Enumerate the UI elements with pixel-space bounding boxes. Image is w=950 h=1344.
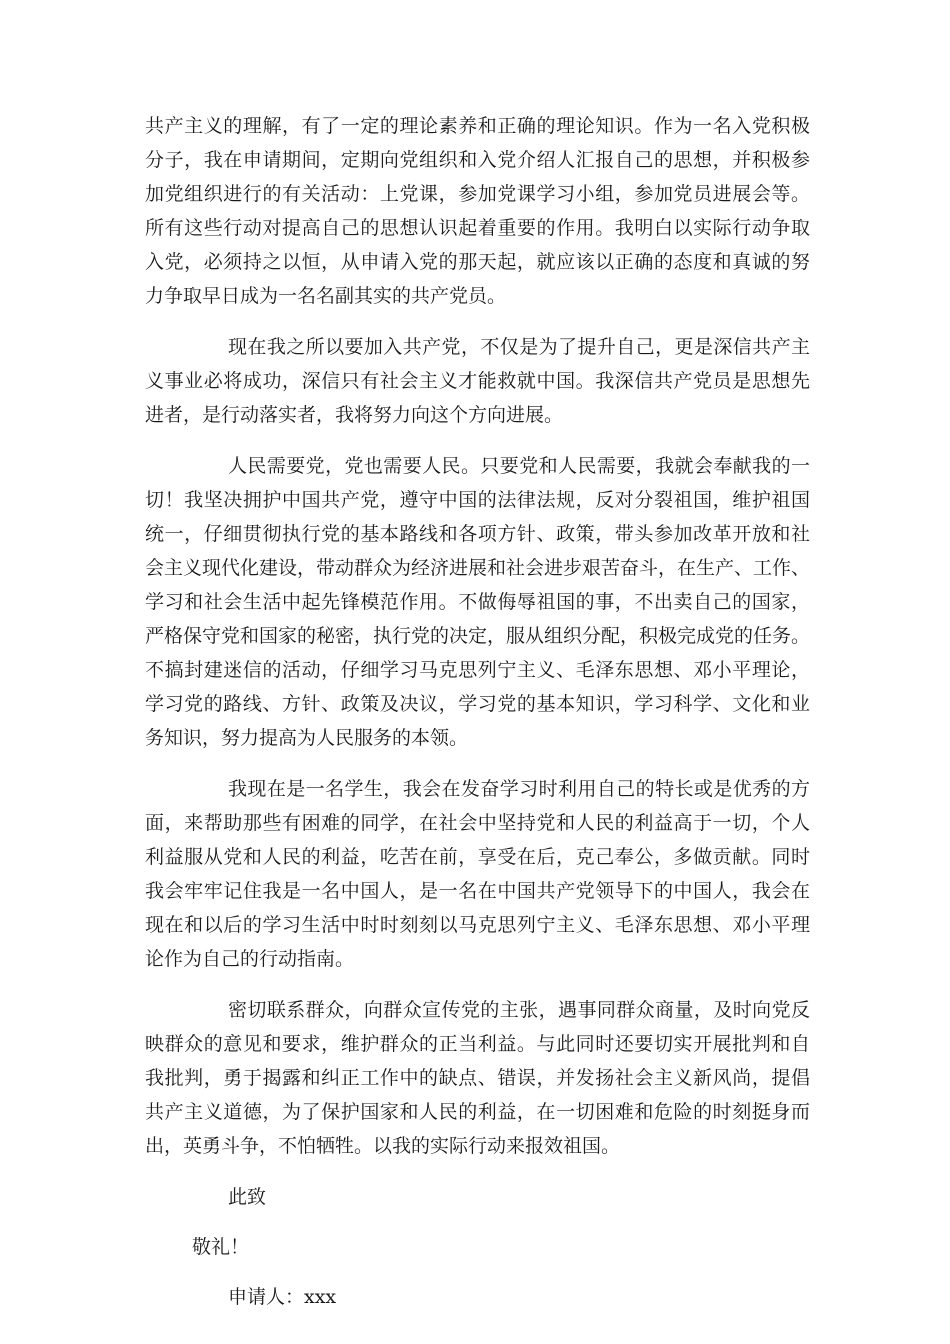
document-page — [145, 109, 810, 1314]
paragraph-line: 映群众的意见和要求，维护群众的正当利益。与此同时还要切实开展批判和自 — [145, 1033, 810, 1055]
paragraph — [145, 109, 810, 313]
paragraph — [145, 330, 810, 432]
paragraph-line: 密切联系群众，向群众宣传党的主张，遇事同群众商量，及时向党反 — [228, 999, 810, 1021]
paragraph-line: 力争取早日成为一名名副其实的共产党员。 — [145, 285, 507, 307]
paragraph-line: 统一，仔细贯彻执行党的基本路线和各项方针、政策，带头参加改革开放和社 — [145, 523, 810, 545]
paragraph-line: 共产主义道德，为了保护国家和人民的利益，在一切困难和危险的时刻挺身而 — [145, 1101, 810, 1123]
paragraph-line: 进者，是行动落实者，我将努力向这个方向进展。 — [145, 404, 564, 426]
paragraph — [145, 449, 810, 755]
paragraph-line: 我现在是一名学生，我会在发奋学习时利用自己的特长或是优秀的方 — [228, 778, 810, 800]
paragraph-line: 论作为自己的行动指南。 — [145, 948, 355, 970]
paragraph-line: 利益服从党和人民的利益，吃苦在前，享受在后，克己奉公，多做贡献。同时 — [145, 846, 810, 868]
paragraph-line: 出，英勇斗争，不怕牺牲。以我的实际行动来报效祖国。 — [145, 1135, 621, 1157]
paragraph-line: 分子，我在申请期间，定期向党组织和入党介绍人汇报自己的思想，并积极参 — [145, 149, 810, 171]
paragraph-line: 严格保守党和国家的秘密，执行党的决定，服从组织分配，积极完成党的任务。 — [145, 625, 811, 647]
paragraph-line: 切！我坚决拥护中国共产党，遵守中国的法律法规，反对分裂祖国，维护祖国 — [145, 489, 810, 511]
paragraph — [145, 772, 810, 976]
paragraph-line: 共产主义的理解，有了一定的理论素养和正确的理论知识。作为一名入党积极 — [145, 115, 810, 137]
paragraph-line: 学习和社会生活中起先锋模范作用。不做侮辱祖国的事，不出卖自己的国家， — [145, 591, 810, 613]
paragraph-line: 会主义现代化建设，带动群众为经济进展和社会进步艰苦奋斗，在生产、工作、 — [145, 557, 811, 579]
paragraph-line: 我会牢牢记住我是一名中国人，是一名在中国共产党领导下的中国人，我会在 — [145, 880, 810, 902]
paragraph-line: 面，来帮助那些有困难的同学，在社会中坚持党和人民的利益高于一切，个人 — [145, 812, 810, 834]
signature: 申请人：xxx — [228, 1286, 337, 1308]
closing-respect: 敬礼！ — [192, 1236, 250, 1258]
paragraph-line: 务知识，努力提高为人民服务的本领。 — [145, 727, 469, 749]
document-body — [145, 109, 810, 1163]
paragraph-line: 不搞封建迷信的活动，仔细学习马克思列宁主义、毛泽东思想、邓小平理论， — [145, 659, 810, 681]
paragraph-line: 现在我之所以要加入共产党，不仅是为了提升自己，更是深信共产主 — [228, 336, 810, 358]
paragraph-line: 人民需要党，党也需要人民。只要党和人民需要，我就会奉献我的一 — [228, 455, 810, 477]
closing-salutation: 此致 — [228, 1186, 267, 1208]
paragraph-line: 学习党的路线、方针、政策及决议，学习党的基本知识，学习科学、文化和业 — [145, 693, 810, 715]
paragraph-line: 加党组织进行的有关活动：上党课，参加党课学习小组，参加党员进展会等。 — [145, 183, 810, 205]
paragraph-line: 所有这些行动对提高自己的思想认识起着重要的作用。我明白以实际行动争取 — [145, 217, 810, 239]
paragraph-line: 义事业必将成功，深信只有社会主义才能救就中国。我深信共产党员是思想先 — [145, 370, 810, 392]
paragraph — [145, 993, 810, 1163]
paragraph-line: 入党，必须持之以恒，从申请入党的那天起，就应该以正确的态度和真诚的努 — [145, 251, 810, 273]
paragraph-line: 我批判，勇于揭露和纠正工作中的缺点、错误，并发扬社会主义新风尚，提倡 — [145, 1067, 810, 1089]
paragraph-line: 现在和以后的学习生活中时时刻刻以马克思列宁主义、毛泽东思想、邓小平理 — [145, 914, 810, 936]
